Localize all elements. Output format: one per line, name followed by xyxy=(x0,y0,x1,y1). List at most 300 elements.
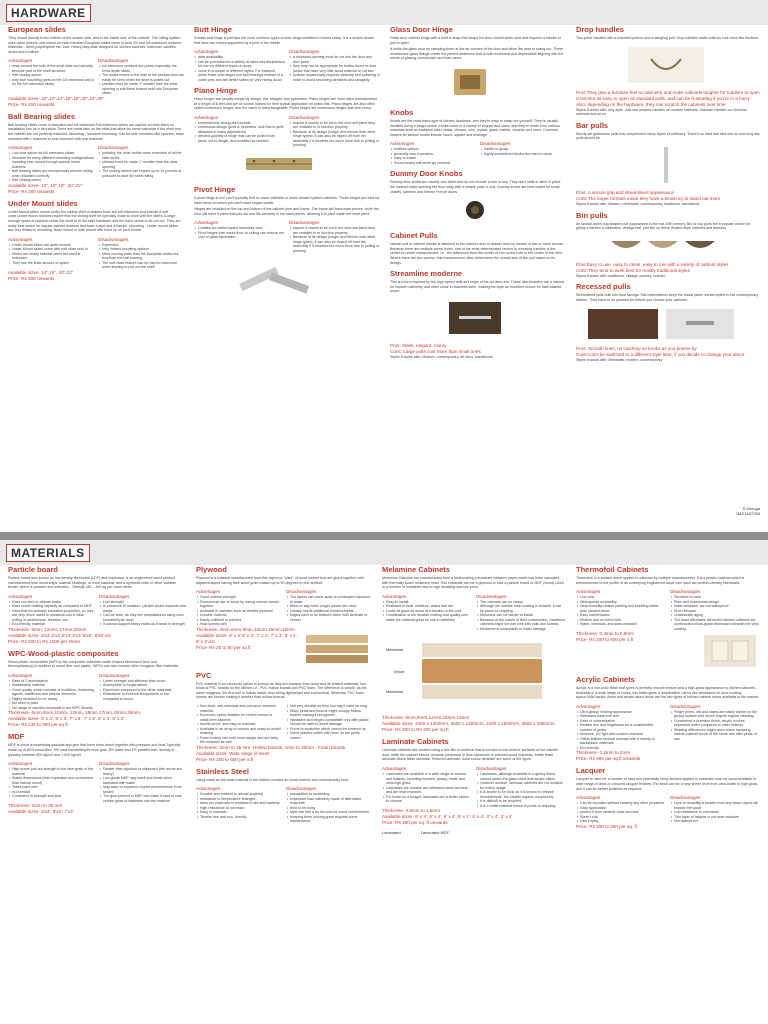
list-item: • Versatile for many different mounting configurations including rear mount through special metal brackets xyxy=(9,156,94,170)
styles-text: Styles it works with: Minimalist, modern, contemporary xyxy=(576,357,663,362)
section-title: Ball Bearing slides xyxy=(8,111,76,121)
list-item: • Easily polished or painted xyxy=(197,618,282,623)
list-item: • May warp or expand in humid environments if not sealed xyxy=(100,785,186,794)
list-item: • Does not dent or deform easily xyxy=(9,600,95,605)
sizes-text: Available sizes- 8' x 4', 8' x 3', 7' x 4', 7' x 3', 6' x 4', 6' x 3' xyxy=(8,716,125,722)
melamine-top-layer xyxy=(422,643,542,657)
thickness-text: Thickness- 4mm,6mm,9mm,12mm,15mm,18mm xyxy=(196,626,295,632)
price-text: Price- Rs 200 to 600 per s.ft xyxy=(576,637,634,643)
section-text: Particle board also known as low density fibreboard (LDF) and chipboard, is an engineered wood product manufactured from wood chips, sawmill shavings, or even sawdust, and a synthetic resin or other suitable binder, which is pressed and extruded. - Density 160 – 450 kg per cubic metre xyxy=(8,576,176,590)
pivot-hinge-image xyxy=(234,257,314,301)
advantages-list xyxy=(383,600,472,623)
drop-handles-section xyxy=(576,25,760,117)
disadvantages-label: Disadvantages xyxy=(289,114,320,120)
list-item: • Under mount slides are quite smooth xyxy=(9,243,94,248)
advantages-label: Advantages xyxy=(576,795,601,801)
recessed-pulls-image xyxy=(586,307,736,341)
section-title: European slides xyxy=(8,25,66,34)
melamine-bottom-layer xyxy=(422,685,542,699)
pros-text: Pros:They give a furniture feel to cabinetry and make cabinets tougher for toddlers to open xyxy=(576,89,760,95)
layer-label: Melamine xyxy=(386,689,404,695)
disadvantages-list xyxy=(100,679,186,702)
list-item: • Easy to install. xyxy=(383,600,472,605)
section-text: Melamine Cabinets are manufactured from a heat-sealing a substrate between paper which has been saturated with thermally fused melamine resin.This substrate can be a plywood or else a particle board or MDF (wood).Used in a number of industries due to high durability and low price. xyxy=(382,576,564,590)
disadvantages-list xyxy=(100,600,186,627)
materials-column-4 xyxy=(574,562,762,1024)
disadvantages-label: Disadvantages xyxy=(99,761,130,767)
list-item: • Modern and on trend look xyxy=(577,618,666,623)
section-text: Piano hinges are usually simple by design- flat, straight, and symmetric. Piano hinges are most often manufactured at a length of 6 feet and are of course named for their typical application on piano lids. Piano hinges are also often called continuous hinges, and the name is interchangeable. Piano hinges are continuous hinges and vice-versa. xyxy=(194,97,377,111)
melamine-section xyxy=(382,565,566,733)
list-item: • tremendously strong and durable xyxy=(195,121,285,126)
sizes-text: Available sizes- 8'x4', 8'x3', 7'x4' xyxy=(8,809,74,815)
styles-text: Styles it works with: traditional, vintage, country, eclectic xyxy=(576,273,666,278)
cons-text: Cons:They tend to work best for mostly traditional styles xyxy=(576,267,690,273)
section-text: Wood-plastic composites (WPCs) are composite materials made of wood fiber/wood flour and thermoplastic(s).In addition to wood fiber and plastic, WPCs can also contain other inorganic filler materials. xyxy=(8,659,179,669)
list-item: • Edges have to be finished either with laminate or veneer xyxy=(287,613,372,622)
list-item: • Available in varieties such as flexible plywood xyxy=(197,609,282,614)
list-item: • Slides are nearly invisible when the shelf is extended xyxy=(9,252,94,261)
list-item: • shelves must be made 1" smaller than the clear opening xyxy=(99,160,184,169)
melamine-layers-diagram xyxy=(382,637,566,715)
list-item: • Finger prints, dirt and stains are easily visible on the glossy surface and hence require regular cleaning. xyxy=(671,710,760,719)
thickness-text: Thickness- 2mm to 35 mm- Hollow boards, 1mm to 30mm - Foam boards xyxy=(196,744,346,750)
section-title: Knobs xyxy=(390,107,414,117)
list-item: • Under Mount slides come with soft close built in xyxy=(9,247,94,252)
list-item: • Widespread availability xyxy=(577,600,666,605)
list-item: • Can be toxic, as they are manufactured using urea formaldehyde resin xyxy=(100,613,186,622)
disadvantages-list xyxy=(290,121,380,148)
list-item: • Because of its design (longer and thinner than other hinge types), it can also be ripped off from the assembly if it receives too much force due to pulling or pushing. xyxy=(290,235,380,253)
recessed-pulls-section xyxy=(576,282,760,362)
thickness-text: Thickness- 0.4mm to 0.8mm xyxy=(576,631,634,637)
sizes-text: Available sizes- Wide range of sizes xyxy=(196,750,270,756)
list-item: • Ultra glossy, inviting appearance xyxy=(577,710,666,715)
dummy-knobs-section xyxy=(390,169,566,227)
cons-text: Cons: Large pulls cost more than small ones xyxy=(390,348,481,354)
list-item: • Pivot hinges that mount floor-to-ceiling can reduce the cost of glass fabrication xyxy=(195,231,285,240)
list-item: • probably the most visible when extended of all the slide styles xyxy=(99,151,184,160)
section-text: Using metal as the main material in the kitchen,creates an urban interior and contemporary look. xyxy=(196,777,350,782)
list-item: • Moisture, UV light and scratch-resistant xyxy=(577,732,666,737)
list-item: • endless options xyxy=(391,147,476,152)
disadvantages-list xyxy=(290,226,380,253)
advantages-label: Advantages xyxy=(194,114,219,120)
list-item: • Economic option feasible for rented homes or small-term kitchens xyxy=(197,713,282,722)
list-item: • Usually needs additional enhancements xyxy=(287,609,372,614)
list-item: • protect it from weather wear and tear xyxy=(577,810,666,815)
section-text: Sturdy yet glamorous pulls that complement many styles of cabinetry. There's no hard and fast rule on how long bar pulls should be. xyxy=(576,131,760,141)
pros-text: Pros: Sleek, elegant, roomy xyxy=(390,342,447,348)
dummy-knob-image xyxy=(460,198,490,222)
advantages-label: Advantages xyxy=(8,761,33,767)
bar-pull-image xyxy=(636,145,696,185)
laminate-label: Laminated xyxy=(382,830,401,836)
author-id: 1MS14AT053 xyxy=(735,511,760,516)
list-item: • come in a couple of different styles. For instance, some brass butt hinges use ball bearings instead of a cotter pins and are better suited for very heavy doors xyxy=(195,69,285,83)
section-text: cabinet pull or cabinet handle is attached to the cabinet door or drawer front by means of two or more screws. Because there are multiple screw holes, one of the most determinates factors in choosing handles is the center-to-center measurement; i.e., the difference from the center of one screw hole to the center of the next. Where there are two screws, this measurement often determines the overall size of the pull based on its design. xyxy=(390,242,564,265)
list-item: • Non-toxic, anti-chemical and corrosion resistant material. xyxy=(197,704,282,713)
lacquer-section xyxy=(576,766,760,829)
disadvantages-list xyxy=(99,243,184,270)
section-title: Pivot Hinge xyxy=(194,184,236,194)
section-title: Drop handles xyxy=(576,25,624,34)
disadvantages-list xyxy=(100,767,186,803)
disadvantages-label: Disadvantages xyxy=(98,236,129,242)
advantages-list xyxy=(195,55,285,82)
list-item: • Lower strength and stiffness than wood xyxy=(100,679,186,684)
cabinet-pulls-section xyxy=(390,231,566,265)
list-item: • Not waterproof xyxy=(671,819,760,824)
section-text: PVC material is an economic option to pursue as they are cheaper than wood and its related materials. two kinds of PVC boards for the kitchen i.e., PVC hollow boards and PVC foam. The difference is simple, as the name suggests, the first one is hollow inside, thus being lightweight and economical. Whereas, PVC foam boards are thicker making it sturdier than hollow boards. xyxy=(196,681,367,700)
cons-text: Cons:Can't be switched to a different style later, if you decide to change your decor xyxy=(576,351,745,357)
signature xyxy=(736,506,760,516)
thickness-text: Thickness- 0.6mm to 1.5mm xyxy=(382,808,440,814)
hardware-column-4 xyxy=(574,22,762,532)
list-item: • does not crack and is resistant to dirt and bacteria. xyxy=(197,801,282,806)
list-item: • Consistent in strength and size xyxy=(9,794,95,799)
list-item: • The soft close feature can be hard to overcome when starting to pull out the shelf xyxy=(99,261,184,270)
advantages-list xyxy=(383,772,472,804)
section-text: It holds the glass door by clamping them at the far corners of the door and allow the door to swing out. These unobtrusive glass fittings create the perfect ambience that is both functional and dependable aligning with the needs of glazing construction and their users xyxy=(390,47,564,61)
disadvantages-label: Disadvantages xyxy=(480,141,511,147)
list-item: • Because of the nature of their construction, melamine cabinets might not pair well with nails and screws. xyxy=(477,618,566,627)
pros-text: Pros: Smooth lines, no catching on knobs as you breeze by xyxy=(576,345,697,351)
section-text: They mount directly to the bottom of the drawer side, and to the inside side of the cabinet. The rolling system uses nylon wheels, one wheel on each member.European slides come in both 3/4 and full extension versions. Materials - Steel,polyethylene etc. Use: Heavy duty slide designed for kitchen cabinets, bathroom vanities, desks and furniture. xyxy=(8,36,183,54)
pvc-section xyxy=(196,671,372,763)
section-text: Lacquer is used for a number of hard and potentially shiny finishes applied to materials such as wood.Available in wide range of clear or coloured lacquer finishes.The finish can be of any sheen level from ultra-matte to high gloss, and it can be further polished as required. xyxy=(576,777,759,791)
list-item: • They use the least amount of space xyxy=(9,261,94,266)
list-item: • Have thermo acoustic insulation properties, so they are very much useful in speakers and in false ceiling of auditoriums, theatres, etc. xyxy=(9,609,95,623)
disadvantages-list xyxy=(287,595,372,622)
list-item: • Withstand wear and tear xyxy=(577,714,666,719)
price-text: Price- Rs 25 to 50 per sq ft xyxy=(196,644,251,650)
list-item: • they may not be appropriate for hollow doors or door jambs that have very little wood material to cut into xyxy=(290,64,380,73)
list-item: • Some plastics soften with time, so the joints loosen. xyxy=(287,731,372,740)
section-title: Thermofoil Cabinets xyxy=(576,565,649,574)
butt-hinge-section xyxy=(194,25,380,82)
streamline-section xyxy=(390,269,566,359)
list-item: • More moving parts than the European slides but less than the ball bearing xyxy=(99,252,184,261)
glass-hinge-image xyxy=(450,65,490,99)
list-item: • Available in an array of colours and ready-to-install finishing xyxy=(197,727,282,736)
list-item: • Thin layer of lacquer is not heat resistant xyxy=(671,815,760,820)
disadvantages-list xyxy=(287,704,372,740)
section-title: Bar pulls xyxy=(576,120,609,130)
disadvantages-list xyxy=(287,792,372,824)
wpc-section xyxy=(8,649,186,729)
list-item: • Denser than plywood or chipboard (the resins are heavy) xyxy=(100,767,186,776)
list-item: • Good uniform strength xyxy=(197,595,282,600)
section-text: MDF is wood is essentially sawdust and glue that have been fused together with pressure and heat.Typically made up of 82% wood fibre, 9% urea-formaldehyde resin glue, 8% water and 1% paraffin wax, density is typically between 500 kg/m3 and 1,000 kg/m3 xyxy=(8,743,181,757)
list-item: • Highly resistant to rot, decay xyxy=(9,697,95,702)
disadvantages-label: Disadvantages xyxy=(289,49,320,55)
list-item: • The most affordable thermofoil kitchen cabinets are constructed of low-grade fiberboard beneath the vinyl coating xyxy=(671,618,760,632)
list-item: • Easy to maintain xyxy=(197,810,282,815)
section-title: Streamline moderne xyxy=(390,269,463,279)
list-item: • Ease of Customization xyxy=(9,679,95,684)
list-item: • The layers can come apart on prolonged exposure to water xyxy=(287,595,372,604)
disadvantages-label: Disadvantages xyxy=(286,589,317,595)
list-item: • resistance to temperature changes xyxy=(197,797,282,802)
list-item: • Sensitive to heat xyxy=(671,595,760,600)
section-text: Acrylic is a non-toxic finish that gives a perfectly smooth texture and a high-gloss appearance to kitchen cabinets. Available in a wide range of colors, this finish gives a resplendent, mirror-like semblance to your cooking space.Solid acrylic doors and acrylic-faced doors are the two types of kitchen cabinet doors available in the market. xyxy=(576,686,760,700)
disadvantages-list xyxy=(99,151,184,178)
section-title: Glass Door Hinge xyxy=(390,25,453,34)
price-text: Price- Rs 200 to 600 per s.ft xyxy=(196,756,254,762)
hardware-column-2 xyxy=(192,22,382,532)
author-name: S.Moruga xyxy=(742,506,760,511)
price-text: Price- Rs 800 to Rs 300 per sq ft xyxy=(382,727,449,733)
advantages-label: Advantages xyxy=(382,766,407,772)
list-item: • Eco-friendly material xyxy=(9,622,95,627)
disadvantages-label: Disadvantages xyxy=(98,58,129,64)
section-title: Piano Hinge xyxy=(194,86,238,96)
section-title: Melamine Cabinets xyxy=(382,565,450,574)
acrylic-section xyxy=(576,675,760,762)
list-item: • The slides mount to the side of the shelves and can easily be seen when the shelf is pulled out xyxy=(99,73,184,82)
list-item: • Termite free and eco- friendly xyxy=(197,815,282,820)
list-item: • Susceptible to fungal attack xyxy=(100,683,186,688)
list-item: • Offers brilliant textural contrast with a variety of backsplash materials xyxy=(577,737,666,746)
disadvantages-list xyxy=(290,55,380,82)
list-item: • It is known to be toxic as it is known to release formaldehyde, the volatile organic compounds. xyxy=(477,790,566,799)
hardware-title: HARDWARE xyxy=(6,4,91,22)
wood-core-layer xyxy=(422,659,542,683)
list-item: • Foam boards can hold more weight and are fairly fire resistant as well xyxy=(197,736,282,745)
list-item: • Low grade MDF may swell and break when saturated with water xyxy=(100,776,186,785)
list-item: • susceptible to scratching xyxy=(287,792,372,797)
advantages-list xyxy=(9,151,94,183)
list-item: • require a recess to be cut in the door and jamb they are installed in to function properly xyxy=(290,121,380,130)
list-item: • Eco-friendly xyxy=(577,746,666,751)
disadvantages-label: Disadvantages xyxy=(98,145,129,151)
list-item: • Considered a premium finish, acrylic is more expensive when compared to other finishes. xyxy=(671,719,760,728)
advantages-list xyxy=(195,121,285,144)
price-text: Price- Rs 900 per sq.ft onwards xyxy=(576,756,641,762)
list-item: • a recessed opening must be cut into the door and door jamb xyxy=(290,55,380,64)
list-item: • Prone to scratches which cannot be covered up xyxy=(287,727,372,732)
section-text: Knobs are the most basic type of kitchen hardware, and they're easy to swap out yourself. They're usually installed using a single screw. Knobs come in a variety of shapes and sizes, and they're made from various materials such as stainless steel, brass, chrome, zinc, crystal, glass, marble, ceramic and more. Common shapes for kitchen knobs include round, square and birdcage xyxy=(390,118,560,137)
thermofoil-section xyxy=(576,565,760,671)
list-item: • Unattractive aging xyxy=(671,613,760,618)
list-item: • The cabinets can be heavy xyxy=(477,600,566,605)
list-item: • highly embellished knobs are hard to clean xyxy=(481,152,566,157)
section-title: Particle board xyxy=(8,565,59,574)
list-item: • Low strength xyxy=(100,600,186,605)
list-item: • shelves must be made 1" smaller than the clear opening to suit these feature built into European slides xyxy=(99,82,184,96)
list-item: • Keeping them looking great requires some maintenance xyxy=(287,815,372,824)
list-item: • Can be recoated without causing any other problems xyxy=(577,801,666,806)
particle-board-section xyxy=(8,565,186,645)
list-item: • Laminates, although available in a glossy finish, cannot match the glass shine that acrylic offers. xyxy=(477,772,566,781)
list-item: • Very limited mounting options xyxy=(99,247,184,252)
disadvantages-label: Disadvantages xyxy=(476,593,507,599)
cons-text: Cons:The larger formats mean they have a tendency to stand out more xyxy=(576,195,721,201)
advantages-list xyxy=(9,64,94,87)
pivot-hinge-section xyxy=(194,185,380,306)
advantages-list xyxy=(9,600,95,627)
section-text: Streamlined pulls built into door facings. Slim indentations keep the visual plane uninterrupted in this contemporary kitchen. They have to be planned for before you choose your cabinets. xyxy=(576,293,759,302)
section-text: Plywood is a material manufactured from thin layers or "plies" of wood veneer that are glued together with adjacent layers having their wood grain rotated up to 90 degrees to one another. xyxy=(196,576,364,585)
piano-hinge-section xyxy=(194,86,380,181)
section-text: Thermofoil is a surface finish applied to cabinets by multiple manufacturers. It is a plastic material which is thermoformed to the profile of an underlying engineered wood core such as medium-density fiberboard. xyxy=(576,576,745,585)
materials-column-3 xyxy=(380,562,568,1024)
list-item: • More screw holding capacity as compared to MDF xyxy=(9,604,95,609)
list-item: • Heat-humidity-related peeling and bubbling better than painted wood xyxy=(577,604,666,613)
advantages-label: Advantages xyxy=(8,236,33,242)
list-item: • Ball bearing slides are exceptionally smooth rolling when installed correctly xyxy=(9,169,94,178)
plywood-section xyxy=(196,565,372,667)
list-item: • Easy maintenance xyxy=(577,613,666,618)
disadvantages-label: Disadvantages xyxy=(670,703,701,709)
section-title: Recessed pulls xyxy=(576,282,631,292)
section-text: An upside-down cup-shaped pull popularized in the mid-19th century. Bin or cup pulls are a popular choice for giving a kitchen a minimalist, vintage feel, just like on these Shaker-style cabinets and drawers. xyxy=(576,221,751,231)
laminate-mdf-label: Laminated MDF xyxy=(420,830,450,836)
list-item: • Laminates are durable can withstand wear and tear, and are heat resistant. xyxy=(383,786,472,795)
streamline-handle-image xyxy=(445,298,505,338)
advantages-label: Advantages xyxy=(8,58,33,64)
list-item: • It cannot support heavy loads as it weak in strength xyxy=(100,622,186,627)
section-text: Laminate cabinets are created using a thin film of material that is bonded to the exterior surfaces of the cabinet door, while the cabinet interior remains composed of less expensive or pressed wood materials. Matte finish laminate,Gloss finish laminate, Textured laminate, Solid colour laminate are some of the types. xyxy=(382,748,558,762)
sizes-text: Available sizes- 6'x3',6'x4',8'x3',8'x4',8'x6', 9'x6',etc xyxy=(8,632,112,638)
section-text: Two-piece handles with a mounted portion and a dangling pull. Drop handles make built-ins look more like furniture. xyxy=(576,36,760,40)
list-item: • Laminates are available in a wide range of colours and finishes, including wooden, glossy, matte and ultra-high gloss. xyxy=(383,772,472,786)
stainless-steel-section xyxy=(196,767,372,824)
section-title: PVC xyxy=(196,670,212,680)
plywood-image xyxy=(302,627,372,667)
advantages-list xyxy=(577,710,666,751)
thickness-text: Thickness- 0.2mm to 2mm xyxy=(576,750,631,756)
pros-text: Pros:Easy to use, easy to clean, easy to mix with a variety of cabinet styles xyxy=(576,261,729,267)
drop-handle-image xyxy=(626,45,706,85)
bin-pulls-section xyxy=(576,211,760,279)
hardware-column-3 xyxy=(388,22,568,532)
advantages-label: Advantages xyxy=(196,786,221,792)
list-item: • can be purchased in a variety of sizes and thicknesses for use on different types of doors xyxy=(195,60,285,69)
disadvantages-label: Disadvantages xyxy=(99,593,130,599)
materials-column-2 xyxy=(194,562,374,1024)
list-item: • The locking detent can require up to 15 pounds of pressure to start the shelf rolling xyxy=(99,169,184,178)
list-item: • Although the outside resin coating is durable, it can be prone to chipping. xyxy=(477,604,566,613)
list-item: • Retains hue and brightness for a considerable number of years. xyxy=(577,723,666,732)
advantages-list xyxy=(9,767,95,799)
list-item: • Ease of customization xyxy=(577,719,666,724)
advantages-list xyxy=(195,226,285,240)
list-item: • Sustainable material xyxy=(9,683,95,688)
list-item: • Sleek Look xyxy=(577,815,666,820)
disadvantages-label: Disadvantages xyxy=(670,795,701,801)
list-item: • Expensive compared to the other materials xyxy=(100,688,186,693)
list-item: • Self closing action xyxy=(9,73,94,78)
advantages-label: Advantages xyxy=(194,49,219,55)
section-text: Under Mount slides mount under the sliding shelf or drawer.Most are full extension and include a soft close.Under mount shelves require that the sliding shelf be specially made to work with the slides. A large enough space is required under the shelf to fit the slide hardware and the back needs to be cut out. They are really best suited for regular cabinet drawers that have a face and a handle. Mounting - Under mount slides are very limited in mounting. Base mount or side mount with build up on your choice xyxy=(8,209,181,233)
ball-bearing-section xyxy=(8,112,184,195)
section-title: Laminate Cabinets xyxy=(382,737,449,747)
list-item: • expensive than cabinetry made of alternative materials. xyxy=(287,797,372,806)
pros-text: Pros: A secure grip and streamlined appearance xyxy=(576,189,675,195)
list-item: • It is a brittle material hence is prone to chipping xyxy=(477,804,566,809)
bar-pulls-section xyxy=(576,121,760,207)
advantages-label: Advantages xyxy=(194,220,219,226)
disadvantages-list xyxy=(99,64,184,96)
thermofoil-image xyxy=(700,631,760,671)
list-item: • harder to grasp xyxy=(481,147,566,152)
list-item: • Stable dimensions (less expansion and contraction than natural wood) xyxy=(9,776,95,785)
list-item: • No usage of harmful chemicals in the WPC Boards xyxy=(9,706,95,711)
styles-text: Styles it works with: Modern, minimalist, contemporary, traditional, transitional. xyxy=(576,201,701,206)
layer-label: Melamine xyxy=(386,647,404,653)
list-item: • Economical use of wood by mixing various woods together xyxy=(197,600,282,609)
list-item: • Easy Application xyxy=(577,806,666,811)
list-item: • The glue present in MDF can make it hard to sink certain types of fasteners into the material xyxy=(100,794,186,803)
disadvantages-label: Disadvantages xyxy=(286,786,317,792)
list-item: • Self closing action xyxy=(9,178,94,183)
section-title: WPC-Wood-plastic composites xyxy=(8,648,119,658)
advantages-list xyxy=(9,243,94,266)
list-item: • Melamine can be harder to install xyxy=(477,613,566,618)
sizes-text: Available sizes- 12", 16",18", 20",22" xyxy=(8,182,83,188)
list-item: • continuous design gives a 'seamless' look that is quite attractive in many applications xyxy=(195,125,285,134)
advantages-label: Advantages xyxy=(8,145,33,151)
list-item: • Plain and impersonal design xyxy=(671,600,760,605)
list-item: • Bend or sag when longer pieces are used xyxy=(287,604,372,609)
glass-door-hinge-section xyxy=(390,25,566,104)
list-item: • easy to install xyxy=(391,156,476,161)
list-item: • Durable and resilient to almost anything xyxy=(197,792,282,797)
price-text: Price- Rs 200 to 250 per sq. ft xyxy=(576,823,638,829)
materials-sheet xyxy=(0,540,768,1024)
layer-label: Wood xyxy=(394,669,405,675)
advantages-list xyxy=(197,792,282,819)
list-item: • Resistant to heat, moisture, stains and dirt xyxy=(383,604,472,609)
list-item: • surface occasionally requires cleaning and polishing in order to avoid becoming tarnished and unsightly xyxy=(290,73,380,82)
list-item: • economical xyxy=(9,790,95,795)
advantages-label: Advantages xyxy=(8,593,33,599)
thickness-text: Thickness- 6mm,8mm,10mm, 12mm, 15mm,17mm,20mm,25mm, xyxy=(8,710,142,716)
list-item: • No need to paint xyxy=(9,701,95,706)
section-title: Under Mount slides xyxy=(8,198,78,208)
list-item: • Round knobs will never go crooked xyxy=(391,161,476,166)
advantages-label: Advantages xyxy=(390,141,415,147)
price-text: Price- Rs 500 to Rs 1200 per sheet xyxy=(8,638,80,644)
list-item: • High resistance to corrosion xyxy=(197,806,282,811)
list-item: • Not very durable as they can sag if used for long xyxy=(287,704,372,709)
section-title: Lacquer xyxy=(576,766,606,776)
advantages-list xyxy=(391,147,476,165)
list-item: • termite-proof, and easy to maintain xyxy=(197,722,282,727)
list-item: • Because of its design (longer and thinner than other hinge types), it can also be ripped off from the assembly if it receives too much force due to pulling or pushing. xyxy=(290,130,380,148)
list-item: • Resistance to extreme temperature is low compared to wood xyxy=(100,692,186,701)
thickness-text: Thickness- 6mm,8mm,12mm,16mm,18mm xyxy=(382,715,470,721)
advantages-list xyxy=(577,595,666,627)
list-item: • Good quality which consists of modifiers, thickening agents, stabilizers and various elements xyxy=(9,688,95,697)
list-item: • water-resistant, but not waterproof xyxy=(671,604,760,609)
thickness-text: Thickness- 2mm to 25 mm xyxy=(8,803,63,809)
list-item: • In presence of moisture, particle board expands and warps xyxy=(100,604,186,613)
list-item: • Hold screws well xyxy=(197,622,282,627)
disadvantages-list xyxy=(671,801,760,824)
styles-text: Styles it works with: Modern, contemporary, art deco, transitional xyxy=(390,354,493,359)
list-item: • wide availability xyxy=(195,55,285,60)
list-item: • Looks as good as wood at a fraction of the cost. xyxy=(383,609,472,614)
mdf-section xyxy=(8,732,186,815)
list-item: • Many pests and insects might occupy hollow boards making it unhygienic xyxy=(287,709,372,718)
section-title: Stainless Steel xyxy=(196,766,249,776)
price-text: Price- Rs 500 onwards xyxy=(8,275,55,281)
thickness-text: Thickness- 6mm, 12mm, 17mm,25mm xyxy=(8,626,87,632)
disadvantages-list xyxy=(481,147,566,156)
